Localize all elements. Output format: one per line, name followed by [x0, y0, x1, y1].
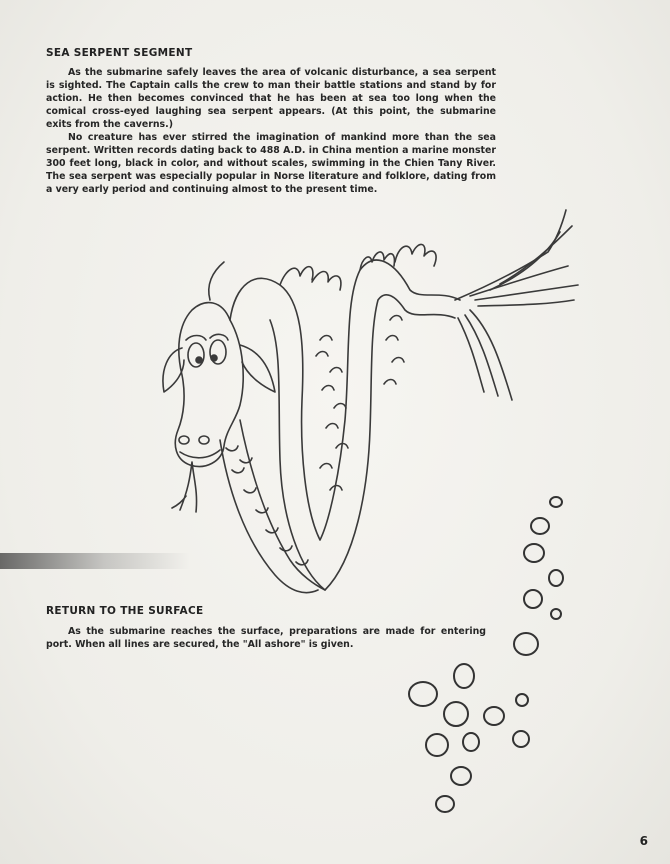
paragraph: No creature has ever stirred the imagination of mankind more than the sea serpent. Written records dating back to 488 A.D. in China mention a marine monster 300 feet long, black in color, and without scales, swimming in the Chien Tany River. The sea serpent was especially popular in Norse literature and folklore, dating from a very early period and continuing almost to the present time.: [46, 132, 496, 195]
tail-fin: [455, 210, 578, 400]
section-heading-return-to-surface: RETURN TO THE SURFACE: [46, 605, 204, 617]
serpent-body: [220, 244, 460, 592]
paragraph: As the submarine reaches the surface, preparations are made for entering port. When all lines are secured, the "All ashore" is given.: [46, 626, 486, 650]
page-number: 6: [639, 834, 648, 848]
bubbles: [409, 497, 563, 812]
section-heading-sea-serpent: SEA SERPENT SEGMENT: [46, 47, 193, 59]
serpent-head: [163, 262, 275, 512]
paragraph: As the submarine safely leaves the area of volcanic disturbance, a sea serpent is sighted. The Captain calls the crew to man their battle stations and stand by for action. He then becomes convinced that he has been at sea too long when the comical cross-eyed laughing sea serpent appears. (At this point, the submarine exits from the caverns.): [46, 67, 496, 130]
section-body-return-to-surface: [46, 625, 486, 651]
